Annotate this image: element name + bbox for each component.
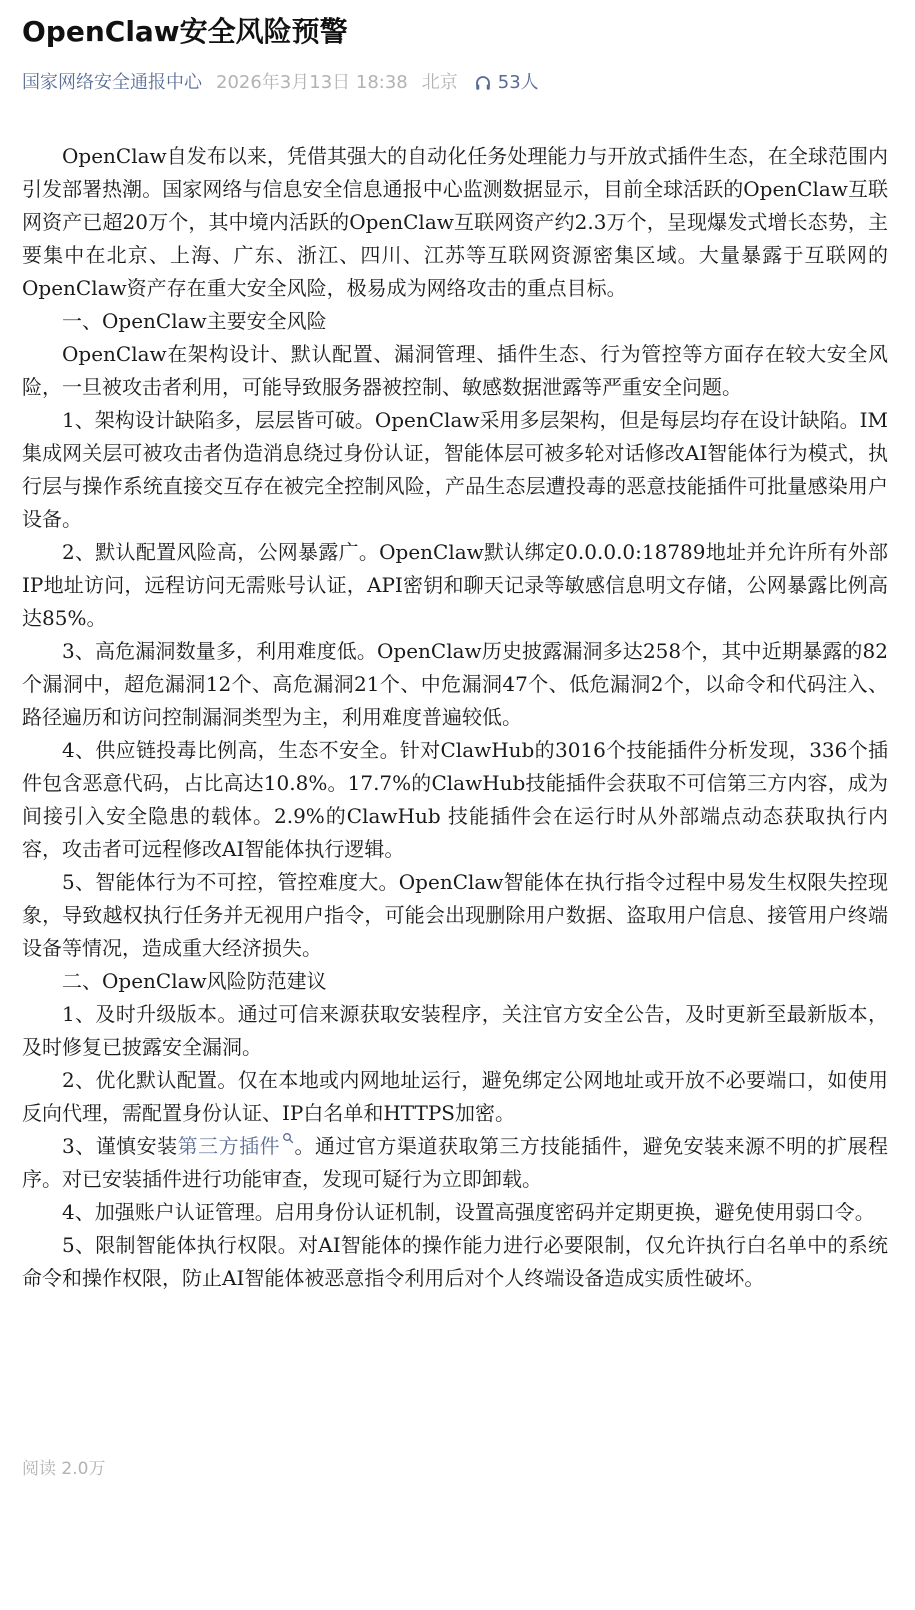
publish-location: 北京 xyxy=(421,72,458,93)
paragraph xyxy=(22,1130,888,1196)
paragraph: OpenClaw自发布以来，凭借其强大的自动化任务处理能力与开放式插件生态，在全球范围内引发部署热潮。国家网络与信息安全信息通报中心监测数据显示，目前全球活跃的OpenClaw互联网资产已超20万个，其中境内活跃的OpenClaw互联网资产约2.3万个，呈现爆发式增长态势，主要集中在北京、上海、广东、浙江、四川、江苏等互联网资源密集区域。大量暴露于互联网的OpenClaw资产存在重大安全风险，极易成为网络攻击的重点目标。 xyxy=(22,144,888,300)
paragraph: 2、优化默认配置。仅在本地或内网地址运行，避免绑定公网地址或开放不必要端口，如使用反向代理，需配置身份认证、IP白名单和HTTPS加密。 xyxy=(22,1068,888,1125)
paragraph: 3、高危漏洞数量多，利用难度低。OpenClaw历史披露漏洞多达258个，其中近期暴露的82个漏洞中，超危漏洞12个、高危漏洞21个、中危漏洞47个、低危漏洞2个，以命令和代码注入、路径遍历和访问控制漏洞类型为主，利用难度普遍较低。 xyxy=(22,639,888,729)
section-heading: 一、OpenClaw主要安全风险 xyxy=(62,309,327,333)
author-link[interactable]: 国家网络安全通报中心 xyxy=(22,72,202,93)
article-meta xyxy=(22,68,888,98)
paragraph: 4、供应链投毒比例高，生态不安全。针对ClawHub的3016个技能插件分析发现，336个插件包含恶意代码，占比高达10.8%。17.7%的ClawHub技能插件会获取不可信第三方内容，成为间接引入安全隐患的载体。2.9%的ClawHub 技能插件会在运行时从外部端点动态获取执行内容，攻击者可远程修改AI智能体执行逻辑。 xyxy=(22,738,888,861)
paragraph: 4、加强账户认证管理。启用身份认证机制，设置高强度密码并定期更换，避免使用弱口令。 xyxy=(62,1200,875,1224)
publish-date: 2026年3月13日 18:38 xyxy=(216,72,408,93)
article xyxy=(22,0,888,1295)
read-count: 阅读 2.0万 xyxy=(22,1459,106,1479)
search-icon xyxy=(282,1132,294,1144)
listen-button[interactable] xyxy=(474,68,539,98)
paragraph-text: 3、谨慎安装 xyxy=(62,1134,178,1158)
paragraph-text: 。通过官方渠道获取第三方技能插件，避免安装来源不明的扩展程序。对已安装插件进行功能审查，发现可疑行为立即卸载。 xyxy=(22,1134,889,1191)
listener-count: 53人 xyxy=(497,72,539,93)
search-link-third-party-plugins[interactable] xyxy=(178,1134,294,1158)
paragraph: 1、及时升级版本。通过可信来源获取安装程序，关注官方安全公告，及时更新至最新版本，及时修复已披露安全漏洞。 xyxy=(22,1002,888,1059)
paragraph: 5、限制智能体执行权限。对AI智能体的操作能力进行必要限制，仅允许执行白名单中的系统命令和操作权限，防止AI智能体被恶意指令利用后对个人终端设备造成实质性破坏。 xyxy=(22,1233,888,1290)
search-link-label: 第三方插件 xyxy=(177,1134,281,1158)
section-heading: 二、OpenClaw风险防范建议 xyxy=(62,969,327,993)
paragraph: 5、智能体行为不可控，管控难度大。OpenClaw智能体在执行指令过程中易发生权限失控现象，导致越权执行任务并无视用户指令，可能会出现删除用户数据、盗取用户信息、接管用户终端设备等情况，造成重大经济损失。 xyxy=(22,870,888,960)
paragraph: 1、架构设计缺陷多，层层皆可破。OpenClaw采用多层架构，但是每层均存在设计缺陷。IM集成网关层可被攻击者伪造消息绕过身份认证，智能体层可被多轮对话修改AI智能体行为模式，执行层与操作系统直接交互存在被完全控制风险，产品生态层遭投毒的恶意技能插件可批量感染用户设备。 xyxy=(22,408,888,531)
paragraph: OpenClaw在架构设计、默认配置、漏洞管理、插件生态、行为管控等方面存在较大安全风险，一旦被攻击者利用，可能导致服务器被控制、敏感数据泄露等严重安全问题。 xyxy=(22,342,888,399)
paragraph: 2、默认配置风险高，公网暴露广。OpenClaw默认绑定0.0.0.0:18789地址并允许所有外部IP地址访问，远程访问无需账号认证，API密钥和聊天记录等敏感信息明文存储，公网暴露比例高达85%。 xyxy=(22,540,888,630)
article-body xyxy=(22,140,888,1295)
headphones-icon xyxy=(474,74,492,92)
article-title: OpenClaw安全风险预警 xyxy=(22,15,348,48)
